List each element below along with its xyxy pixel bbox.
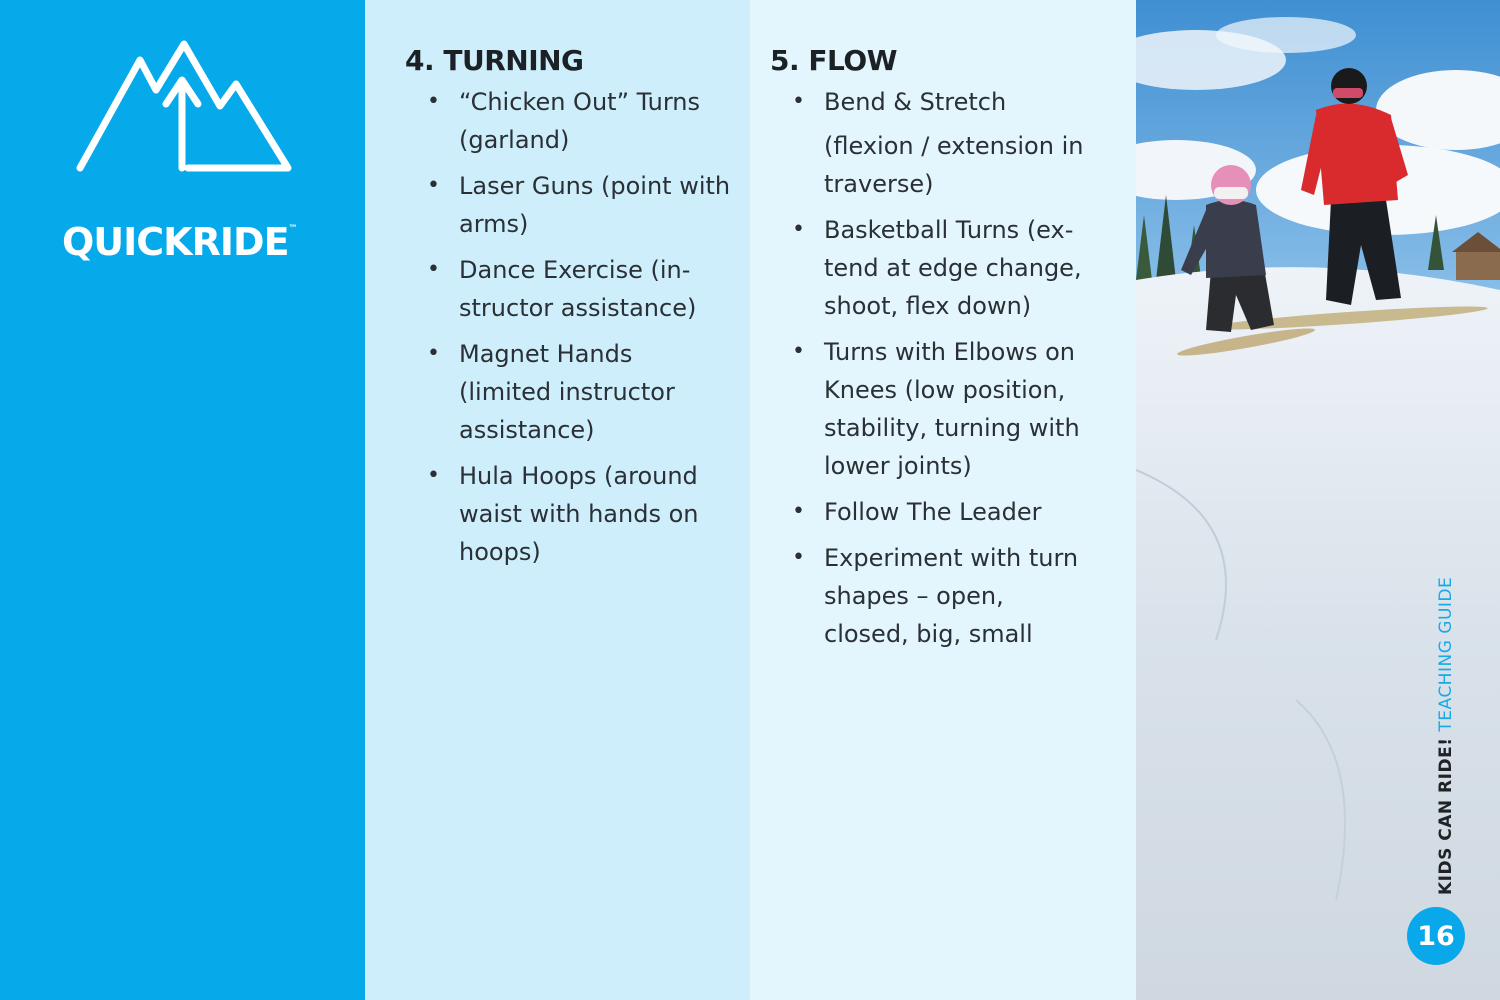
guide-caption: [1436, 577, 1456, 895]
page-number-badge: 16: [1407, 907, 1465, 965]
list-item: • Hula Hoops (around waist with hands on hoops): [405, 457, 731, 571]
mountain-arrow-icon: [70, 38, 300, 188]
guide-caption-bold: KIDS CAN RIDE!: [1436, 737, 1456, 895]
section-heading: 4. TURNING: [405, 44, 584, 77]
list-item-text: Bend & Stretch: [824, 88, 1007, 116]
list-item: • Turns with Elbows on Knees (low position, stability, turning with lower joints): [770, 333, 1094, 485]
turning-list: [405, 83, 750, 571]
brand-panel: [0, 0, 365, 1000]
flow-list: [770, 83, 1136, 653]
list-item: [770, 83, 1094, 203]
list-item-detail: (flexion / extension in traverse): [824, 132, 1084, 198]
logo-wordmark: QUICKRIDE™: [62, 220, 298, 264]
section-turning: [365, 0, 750, 1000]
list-item: • Dance Exercise (in-structor assistance): [405, 251, 731, 327]
section-heading: 5. FLOW: [770, 44, 898, 77]
list-item: • Follow The Leader: [770, 493, 1094, 531]
list-item: • Experiment with turn shapes – open, closed, big, small: [770, 539, 1094, 653]
quickride-logo: [62, 38, 312, 264]
list-item: • “Chicken Out” Turns (garland): [405, 83, 731, 159]
list-item: • Magnet Hands (limited instructor assistance): [405, 335, 731, 449]
list-item: • Laser Guns (point with arms): [405, 167, 731, 243]
guide-caption-light: TEACHING GUIDE: [1436, 576, 1456, 738]
section-flow: [750, 0, 1136, 1000]
list-item: • Basketball Turns (ex-tend at edge change, shoot, flex down): [770, 211, 1094, 325]
